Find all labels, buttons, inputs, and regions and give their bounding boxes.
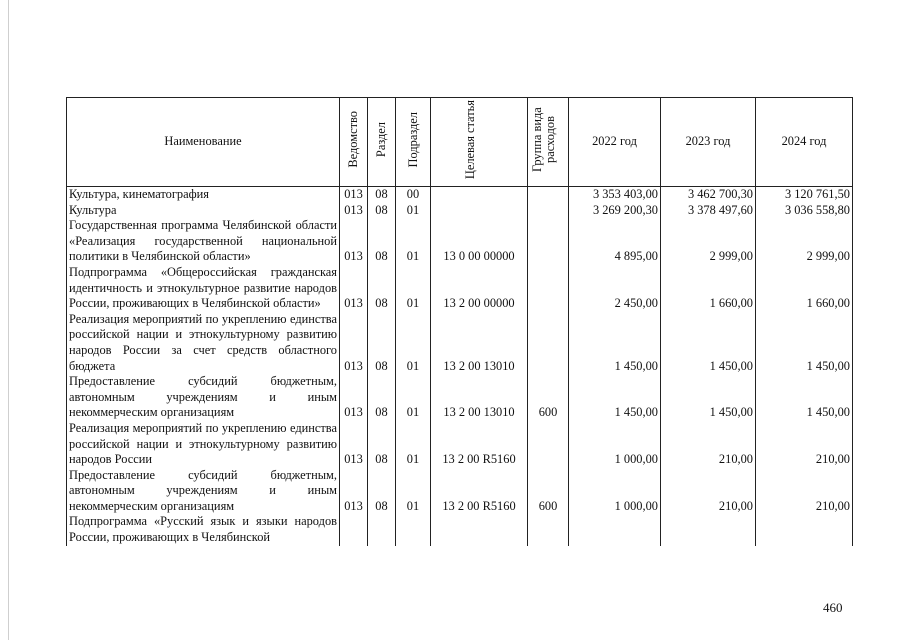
cell-gvr: 600 — [528, 374, 569, 421]
cell-y2024: 1 450,00 — [756, 312, 853, 374]
table-row — [67, 468, 853, 515]
cell-y2024: 2 999,00 — [756, 218, 853, 265]
table-row — [67, 312, 853, 374]
cell-ved: 013 — [340, 312, 368, 374]
cell-y2023: 1 450,00 — [661, 312, 756, 374]
cell-pod: 00 — [396, 187, 431, 203]
cell-y2023: 3 378 497,60 — [661, 203, 756, 219]
cell-pod: 01 — [396, 218, 431, 265]
budget-table — [66, 97, 853, 546]
cell-name: Подпрограмма «Русский язык и языки народов России, проживающих в Челябинской — [67, 514, 340, 545]
cell-gvr — [528, 218, 569, 265]
cell-gvr — [528, 312, 569, 374]
cell-cs: 13 2 00 00000 — [431, 265, 528, 312]
header-celevaya-statya: Целевая статья — [431, 98, 528, 187]
cell-raz: 08 — [368, 265, 396, 312]
cell-y2022: 1 000,00 — [569, 468, 661, 515]
cell-raz: 08 — [368, 374, 396, 421]
cell-gvr — [528, 187, 569, 203]
cell-cs: 13 2 00 R5160 — [431, 421, 528, 468]
cell-ved — [340, 514, 368, 545]
cell-raz: 08 — [368, 468, 396, 515]
table-row — [67, 265, 853, 312]
header-2023: 2023 год — [661, 98, 756, 187]
cell-name: Культура — [67, 203, 340, 219]
cell-cs: 13 2 00 R5160 — [431, 468, 528, 515]
cell-y2023: 1 660,00 — [661, 265, 756, 312]
cell-raz: 08 — [368, 218, 396, 265]
header-2024: 2024 год — [756, 98, 853, 187]
cell-pod: 01 — [396, 312, 431, 374]
header-podrazdel: Подраздел — [396, 98, 431, 187]
table-row — [67, 514, 853, 545]
cell-ved: 013 — [340, 203, 368, 219]
cell-y2023 — [661, 514, 756, 545]
cell-name: Культура, кинематография — [67, 187, 340, 203]
cell-name: Предоставление субсидий бюджетным, автономным учреждениям и иным некоммерческим организациям — [67, 468, 340, 515]
cell-cs: 13 0 00 00000 — [431, 218, 528, 265]
cell-gvr — [528, 203, 569, 219]
cell-cs — [431, 187, 528, 203]
cell-pod: 01 — [396, 468, 431, 515]
cell-name: Государственная программа Челябинской области «Реализация государственной национальной политики в Челябинской области» — [67, 218, 340, 265]
cell-name: Предоставление субсидий бюджетным, автономным учреждениям и иным некоммерческим организациям — [67, 374, 340, 421]
cell-ved: 013 — [340, 265, 368, 312]
cell-name: Реализация мероприятий по укреплению единства российской нации и этнокультурному развитию народов России — [67, 421, 340, 468]
cell-y2022: 3 353 403,00 — [569, 187, 661, 203]
cell-y2023: 1 450,00 — [661, 374, 756, 421]
header-row — [67, 98, 853, 187]
cell-y2023: 3 462 700,30 — [661, 187, 756, 203]
cell-y2024: 210,00 — [756, 468, 853, 515]
cell-y2022: 2 450,00 — [569, 265, 661, 312]
cell-ved: 013 — [340, 187, 368, 203]
cell-pod: 01 — [396, 374, 431, 421]
cell-y2024 — [756, 514, 853, 545]
cell-cs — [431, 514, 528, 545]
cell-pod: 01 — [396, 421, 431, 468]
cell-raz — [368, 514, 396, 545]
cell-raz: 08 — [368, 421, 396, 468]
cell-cs: 13 2 00 13010 — [431, 374, 528, 421]
cell-cs — [431, 203, 528, 219]
table-row — [67, 203, 853, 219]
cell-y2022: 1 000,00 — [569, 421, 661, 468]
cell-pod — [396, 514, 431, 545]
cell-y2024: 1 450,00 — [756, 374, 853, 421]
cell-y2023: 2 999,00 — [661, 218, 756, 265]
cell-y2022 — [569, 514, 661, 545]
cell-gvr — [528, 265, 569, 312]
cell-raz: 08 — [368, 203, 396, 219]
cell-y2024: 3 120 761,50 — [756, 187, 853, 203]
cell-pod: 01 — [396, 203, 431, 219]
table-row — [67, 374, 853, 421]
header-gruppa-vida-rashodov: Группа вида расходов — [528, 98, 569, 187]
cell-raz: 08 — [368, 312, 396, 374]
cell-gvr — [528, 421, 569, 468]
cell-y2024: 3 036 558,80 — [756, 203, 853, 219]
cell-y2022: 1 450,00 — [569, 374, 661, 421]
cell-y2022: 1 450,00 — [569, 312, 661, 374]
cell-raz: 08 — [368, 187, 396, 203]
cell-gvr: 600 — [528, 468, 569, 515]
cell-ved: 013 — [340, 218, 368, 265]
cell-y2023: 210,00 — [661, 421, 756, 468]
cell-ved: 013 — [340, 374, 368, 421]
cell-gvr — [528, 514, 569, 545]
cell-y2024: 1 660,00 — [756, 265, 853, 312]
scan-edge-line — [8, 0, 9, 640]
header-name: Наименование — [67, 98, 340, 187]
cell-pod: 01 — [396, 265, 431, 312]
table-row — [67, 187, 853, 203]
cell-cs: 13 2 00 13010 — [431, 312, 528, 374]
header-vedomstvo: Ведомство — [340, 98, 368, 187]
header-razdel: Раздел — [368, 98, 396, 187]
cell-name: Реализация мероприятий по укреплению единства российской нации и этнокультурному развитию народов России за счет средств областного бюджета — [67, 312, 340, 374]
page-number: 460 — [823, 600, 843, 615]
header-2022: 2022 год — [569, 98, 661, 187]
table-row — [67, 421, 853, 468]
cell-name: Подпрограмма «Общероссийская гражданская идентичность и этнокультурное развитие народов России, проживающих в Челябинской области» — [67, 265, 340, 312]
cell-y2023: 210,00 — [661, 468, 756, 515]
cell-ved: 013 — [340, 421, 368, 468]
cell-y2022: 3 269 200,30 — [569, 203, 661, 219]
table-row — [67, 218, 853, 265]
cell-y2024: 210,00 — [756, 421, 853, 468]
cell-y2022: 4 895,00 — [569, 218, 661, 265]
cell-ved: 013 — [340, 468, 368, 515]
